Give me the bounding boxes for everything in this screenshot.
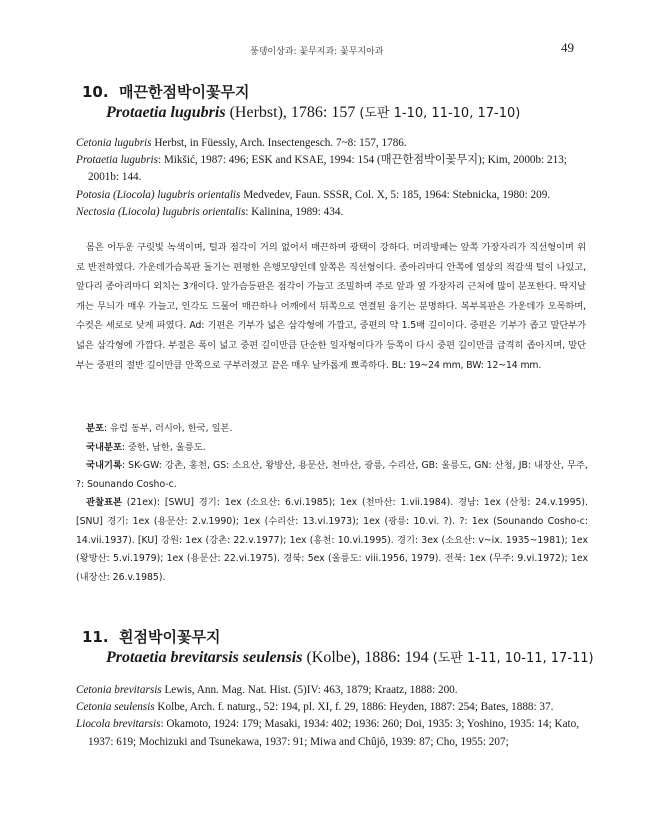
species-number: 11. <box>82 628 109 646</box>
domestic-distribution-paragraph: 국내분포: 중한, 남한, 울릉도. <box>86 441 206 453</box>
korean-name: 흰점박이꽃무지 <box>119 628 221 646</box>
species-11-heading <box>82 627 602 669</box>
species-10-synonymy <box>76 135 596 221</box>
korean-name: 매끈한점박이꽃무지 <box>119 83 250 101</box>
synonym-entry: Cetonia brevitarsis Lewis, Ann. Mag. Nat. Hist. (5)IV: 463, 1879; Kraatz, 1888: 200. <box>76 684 458 696</box>
species-11-synonymy <box>76 682 596 751</box>
synonym-entry: Nectosia (Liocola) lugubris orientalis: Kalinina, 1989: 434. <box>76 205 344 218</box>
authority: (Kolbe), 1886: 194 <box>302 649 433 666</box>
plate-refs: (도판 1-11, 10-11, 17-11) <box>432 651 594 666</box>
species-10-distribution <box>76 420 588 587</box>
running-head: 풍뎅이상과: 꽃무지과: 꽃무지아과 <box>250 47 384 57</box>
synonym-entry: Liocola brevitarsis: Okamoto, 1924: 179; Masaki, 1934: 402; 1936: 260; Doi, 1935: 3; Yoshino, 1935: 14; Kato, 1937: 619; Mochizuki and Tsunekawa, 1937: 91; Miwa and Chûjô, 1939: 87; Cho, 1955: 207; <box>76 718 580 748</box>
plate-refs: (도판 1-10, 11-10, 17-10) <box>359 106 521 121</box>
species-10-description: 몸은 어두운 구릿빛 녹색이며, 털과 점각이 거의 없어서 매끈하며 광택이 강하다. 머리방패는 앞쪽 가장자리가 직선형이며 위로 반전하였다. 가운데가슴복판 돌기는 편평한 은행모양인데 앞쪽은 직선형이다. 종아리마디 안쪽에 열상의 적갈색 털이 나있고, 앞다리 종아리마디 외치는 3개이다. 앞가슴등판은 점각이 가늘고 조밀하며 주로 앞과 옆 가장자리 근처에 많이 분포한다. 딱지날개는 무늬가 매우 가늘고, 인각도 드물어 매끈하나 어깨에서 뒤쪽으로 연결된 융기는 분명하다. 복부복판은 가운데가 오목하며, 수컷은 세로로 낮게 파였다. Ad: 기편은 기부가 넓은 삼각형에 가깝고, 중편의 약 1.5배 길이이다. 중편은 기부가 좁고 말단부가 넓은 삼각형에 가깝다. 부절은 폭이 넓고 중편 길이만큼 단순한 일자형이다가 등쪽이 다시 중편 길이만큼 급격히 좁아지며, 말단부는 중편의 절반 길이만큼 안쪽으로 구부러졌고 끝은 매우 날카롭게 뾰족하다. BL: 19~24 mm, BW: 12~14 mm. <box>76 242 586 371</box>
synonym-entry: Cetonia seulensis Kolbe, Arch. f. naturg., 52: 194, pl. XI, f. 29, 1886: Heyden, 1887: 254; Bates, 1888: 37. <box>76 701 554 714</box>
synonym-entry: Protaetia lugubris: Mikšić, 1987: 496; ESK and KSAE, 1994: 154 (매끈한점박이꽃무지); Kim, 2000b: 213; 2001b: 144. <box>76 154 567 184</box>
synonym-entry: Cetonia lugubris Herbst, in Füessly, Arch. Insectengesch. 7~8: 157, 1786. <box>76 137 407 149</box>
species-10-heading <box>82 82 602 124</box>
authority: (Herbst), 1786: 157 <box>225 104 360 121</box>
domestic-records-paragraph: 국내기록: SK-GW: 강촌, 홍천, GS: 소요산, 왕방산, 용문산, 천마산, 광릉, 수리산, GB: 울릉도, GN: 산청, JB: 내장산, 무주, ?: Sounando Cosho-c. <box>76 460 588 490</box>
examined-specimens-paragraph: 관찰표본 (21ex): [SWU] 경기: 1ex (소요산: 6.vi.1985); 1ex (천마산: 1.vii.1984). 경남: 1ex (산청: 24.v.1995). [SNU] 경기: 1ex (용문산: 2.v.1990); 1ex (수리산: 13.vi.1973); 1ex (광릉: 10.vi. ?). ?: 1ex (Sounando Cosho-c: 14.vii.1937). [KU] 강원: 1ex (강촌: 22.v.1977); 1ex (홍천: 10.vi.1995). 경기: 3ex (소요산: v~ix. 1935~1981); 1ex (왕방산: 5.vi.1979); 1ex (용문산: 22.vi.1975). 경북: 5ex (울릉도: viii.1956, 1979). 전북: 1ex (무주: 9.vi.1972); 1ex (내장산: 26.v.1985). <box>76 497 588 583</box>
synonym-entry: Potosia (Liocola) lugubris orientalis Medvedev, Faun. SSSR, Col. X, 5: 185, 1964: Stebnicka, 1980: 209. <box>76 188 551 201</box>
species-number: 10. <box>82 83 109 101</box>
page-number: 49 <box>561 40 574 55</box>
scientific-name: Protaetia lugubris <box>106 104 226 121</box>
distribution-paragraph: 분포: 유럽 동부, 러시아, 한국, 일본. <box>86 423 233 434</box>
scientific-name: Protaetia brevitarsis seulensis <box>106 649 303 666</box>
